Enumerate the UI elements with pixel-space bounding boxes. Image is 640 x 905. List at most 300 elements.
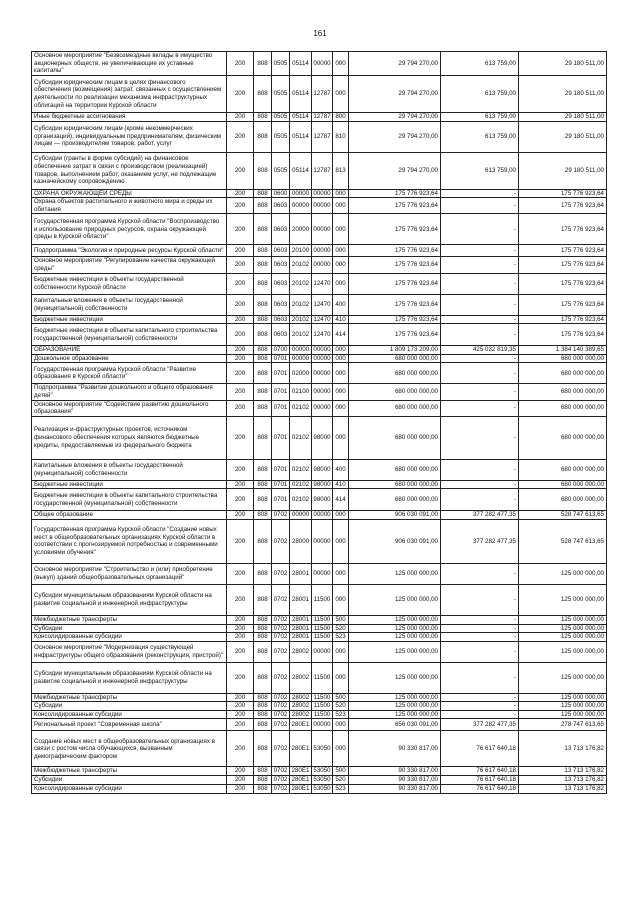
row-value-cell: 12787 (313, 113, 331, 120)
row-value-cell: 280E1 (290, 731, 312, 767)
table-row (32, 459, 607, 480)
row-value-cell: 000 (333, 363, 349, 384)
table-row (32, 633, 607, 642)
row-value-cell: 0603 (272, 315, 290, 324)
row-value-cell: - (441, 416, 519, 459)
row-value-cell: 0505 (272, 113, 290, 122)
row-value-cell: 29 794 270,00 (349, 152, 441, 189)
row-value-cell: 808 (254, 662, 272, 693)
row-value-cell: - (441, 641, 519, 662)
row-value-cell: 808 (254, 641, 272, 662)
row-value-cell: 0702 (272, 767, 290, 776)
row-value-cell: 410 (333, 315, 349, 324)
row-value-cell: 000 (333, 384, 349, 400)
row-value-cell: 12787 (312, 121, 333, 152)
row-value-cell: 680 000 000,00 (349, 363, 441, 384)
row-value-cell: 0701 (272, 363, 290, 384)
row-value-cell: 00000 (313, 346, 331, 354)
row-value-cell: 53050 (313, 767, 331, 775)
row-value-cell: 11500 (312, 615, 333, 624)
table-row (32, 710, 607, 719)
row-value-cell: 0701 (272, 489, 290, 511)
row-value-cell: 000 (333, 731, 349, 767)
table-row (32, 719, 607, 731)
row-value-cell: 000 (333, 214, 349, 245)
row-value-cell: 28001 (290, 624, 312, 633)
row-value-cell: 0603 (272, 294, 290, 315)
row-value-cell: 20102 (290, 294, 312, 315)
row-value-cell: 125 000 000,00 (349, 633, 441, 642)
row-value-cell: 000 (333, 641, 349, 662)
row-value-cell: 200 (227, 315, 254, 324)
row-value-cell: 000 (333, 273, 349, 294)
row-name-cell: Государственная программа Курской области "Воспроизводство и использование природных ресурсов, охрана окружающей среды в Курской области" (32, 214, 227, 245)
row-value-cell: 0701 (272, 459, 290, 480)
row-value-cell: 02102 (290, 459, 312, 480)
row-value-cell: 28001 (290, 615, 312, 624)
row-value-cell: 00000 (312, 400, 333, 416)
row-value-cell: 05114 (290, 121, 312, 152)
row-value-cell: 200 (227, 784, 254, 793)
row-value-cell: 00000 (312, 641, 333, 662)
row-value-cell: 98000 (312, 416, 333, 459)
row-value-cell: 520 (333, 624, 349, 633)
row-value-cell: 680 000 000,00 (519, 489, 607, 511)
row-value-cell: 0701 (272, 400, 290, 416)
row-value-cell: 200 (227, 400, 254, 416)
row-value-cell: 11500 (312, 633, 333, 642)
row-name-cell: Основное мероприятие "Модернизация существующей инфраструктуры общего образования (реконструкция, пристрой)" (32, 641, 227, 662)
row-value-cell: 808 (254, 731, 272, 767)
row-value-cell: 0702 (272, 693, 290, 702)
row-name-cell: Охрана объектов растительного и животного мира и среды их обитания (32, 198, 227, 214)
row-value-cell: 175 776 923,64 (519, 214, 607, 245)
row-name-cell: Иные бюджетные ассигнования (32, 113, 227, 122)
row-value-cell: - (441, 710, 519, 719)
table-row (32, 384, 607, 400)
row-value-cell: 200 (227, 710, 254, 719)
row-value-cell: 0702 (272, 719, 290, 731)
row-value-cell: 000 (333, 354, 349, 363)
row-value-cell: 05114 (290, 152, 312, 189)
row-value-cell: - (441, 584, 519, 615)
row-value-cell: 0702 (272, 641, 290, 662)
row-value-cell: 000 (333, 584, 349, 615)
row-value-cell: 98000 (312, 489, 333, 511)
row-value-cell: 0700 (272, 346, 290, 355)
row-value-cell: 175 776 923,64 (519, 315, 607, 324)
table-row (32, 416, 607, 459)
row-value-cell: 28001 (290, 633, 312, 642)
row-value-cell: 0603 (272, 257, 290, 273)
table-row (32, 731, 607, 767)
row-value-cell: 400 (333, 294, 349, 315)
row-value-cell: 200 (227, 354, 254, 363)
row-name-cell: Субсидии (32, 702, 227, 711)
row-name-cell: Бюджетные инвестиции в объекты капитального строительства государственной (муниципальной) собственности (32, 324, 227, 346)
row-value-cell: 808 (254, 245, 272, 257)
row-name-cell: Капитальные вложения в объекты государственной (муниципальной) собственности (32, 459, 227, 480)
row-value-cell: 200 (227, 52, 254, 76)
row-value-cell: 808 (254, 416, 272, 459)
row-value-cell: 0701 (272, 480, 290, 489)
row-value-cell: 520 (333, 776, 349, 785)
row-value-cell: - (441, 384, 519, 400)
row-value-cell: 175 776 923,64 (349, 189, 441, 198)
row-value-cell: 11500 (312, 624, 333, 633)
row-value-cell: 02100 (290, 384, 312, 400)
row-value-cell: 0702 (272, 584, 290, 615)
row-value-cell: 125 000 000,00 (519, 693, 607, 702)
row-value-cell: 808 (254, 214, 272, 245)
row-value-cell: 0603 (272, 198, 290, 214)
row-value-cell: 200 (227, 324, 254, 346)
row-value-cell: 523 (333, 710, 349, 719)
row-value-cell: 00000 (290, 511, 312, 520)
row-value-cell: - (441, 354, 519, 363)
row-value-cell: 200 (227, 731, 254, 767)
row-value-cell: 808 (254, 584, 272, 615)
row-value-cell: 200 (227, 346, 254, 355)
row-value-cell: 377 282 477,35 (441, 719, 519, 731)
row-value-cell: 200 (227, 633, 254, 642)
row-value-cell: 000 (333, 346, 349, 355)
row-value-cell: 200 (227, 584, 254, 615)
row-value-cell: 0702 (272, 731, 290, 767)
row-name-cell: Бюджетные инвестиции (32, 480, 227, 489)
row-value-cell: 808 (254, 354, 272, 363)
row-value-cell: 175 776 923,64 (349, 315, 441, 324)
table-row (32, 489, 607, 511)
row-value-cell: 808 (254, 315, 272, 324)
row-value-cell: 808 (254, 511, 272, 520)
row-value-cell: 680 000 000,00 (349, 459, 441, 480)
row-value-cell: 000 (333, 189, 349, 198)
row-name-cell: Межбюджетные трансферты (32, 693, 227, 702)
row-value-cell: 00000 (312, 719, 333, 731)
row-value-cell: 808 (254, 519, 272, 563)
row-value-cell: 28001 (290, 563, 312, 584)
row-value-cell: 175 776 923,64 (519, 189, 607, 198)
row-value-cell: 200 (227, 363, 254, 384)
row-value-cell: 810 (333, 121, 349, 152)
row-value-cell: 98000 (313, 480, 331, 488)
row-name-cell: Бюджетные инвестиции в объекты государственной собственности Курской области (32, 273, 227, 294)
row-value-cell: 808 (254, 776, 272, 785)
row-value-cell: 680 000 000,00 (349, 384, 441, 400)
row-value-cell: 808 (254, 784, 272, 793)
table-row (32, 52, 607, 76)
table-row (32, 257, 607, 273)
row-value-cell: 0702 (272, 702, 290, 711)
table-row (32, 767, 607, 776)
row-value-cell: 808 (254, 384, 272, 400)
row-value-cell: 808 (254, 189, 272, 198)
row-value-cell: 523 (333, 784, 349, 793)
row-value-cell: 200 (227, 384, 254, 400)
row-value-cell: - (441, 214, 519, 245)
row-value-cell: 00000 (313, 354, 331, 362)
row-name-cell: Государственная программа Курской области "Создание новых мест в общеобразовательных организациях Курской области в соответствии с прогнозируемой потребностью и современными условиями обучения" (32, 519, 227, 563)
row-value-cell: 0505 (272, 52, 290, 76)
row-value-cell: 280E1 (290, 767, 312, 776)
row-value-cell: 00000 (290, 189, 312, 198)
row-value-cell: 1 384 140 389,65 (519, 346, 607, 355)
row-value-cell: 520 (333, 702, 349, 711)
row-name-cell: Реализация и-фраструктурных проектов, источником финансового обеспечения которых являются бюджетные кредиты, предоставляемые из федерального бюджета (32, 416, 227, 459)
row-value-cell: 02102 (290, 400, 312, 416)
row-value-cell: 613 759,00 (441, 52, 519, 76)
row-value-cell: 414 (333, 489, 349, 511)
row-value-cell: 000 (333, 563, 349, 584)
row-value-cell: 0600 (272, 189, 290, 198)
row-value-cell: 680 000 000,00 (349, 354, 441, 363)
row-name-cell: Капитальные вложения в объекты государственной (муниципальной) собственности (32, 294, 227, 315)
row-value-cell: 813 (333, 152, 349, 189)
row-value-cell: 808 (254, 719, 272, 731)
table-row (32, 198, 607, 214)
row-value-cell: - (441, 633, 519, 642)
row-value-cell: 0702 (272, 784, 290, 793)
row-value-cell: 808 (254, 489, 272, 511)
row-value-cell: - (441, 294, 519, 315)
table-row (32, 784, 607, 793)
row-value-cell: 000 (333, 519, 349, 563)
row-value-cell: - (441, 563, 519, 584)
table-row (32, 76, 607, 113)
row-value-cell: 12787 (312, 76, 333, 113)
row-value-cell: 13 713 176,82 (519, 784, 607, 793)
row-value-cell: 808 (254, 152, 272, 189)
row-value-cell: 90 330 817,00 (349, 767, 441, 776)
row-value-cell: 0702 (272, 710, 290, 719)
row-value-cell: 414 (333, 324, 349, 346)
row-name-cell: Консолидированные субсидии (32, 710, 227, 719)
row-value-cell: - (441, 480, 519, 489)
row-value-cell: 808 (254, 294, 272, 315)
row-value-cell: 200 (227, 480, 254, 489)
row-value-cell: 200 (227, 245, 254, 257)
row-value-cell: 808 (254, 624, 272, 633)
row-value-cell: 000 (333, 416, 349, 459)
row-value-cell: 280E1 (290, 719, 312, 731)
row-value-cell: 000 (333, 245, 349, 257)
row-value-cell: 125 000 000,00 (349, 641, 441, 662)
table-row (32, 273, 607, 294)
row-value-cell: 29 794 270,00 (349, 113, 441, 122)
row-value-cell: 523 (333, 633, 349, 642)
row-value-cell: 377 282 477,35 (441, 511, 519, 520)
row-value-cell: 808 (254, 767, 272, 776)
row-name-cell: Региональный проект "Современная школа" (32, 719, 227, 731)
row-value-cell: 200 (227, 776, 254, 785)
row-value-cell: 800 (333, 113, 349, 122)
row-value-cell: 808 (254, 693, 272, 702)
row-value-cell: 00000 (312, 563, 333, 584)
row-value-cell: - (441, 363, 519, 384)
row-value-cell: - (441, 702, 519, 711)
row-value-cell: 05114 (290, 76, 312, 113)
row-value-cell: 12470 (312, 273, 333, 294)
row-value-cell: 200 (227, 662, 254, 693)
row-value-cell: - (441, 257, 519, 273)
row-value-cell: 808 (254, 563, 272, 584)
row-value-cell: - (441, 324, 519, 346)
budget-table (31, 51, 607, 794)
table-row (32, 189, 607, 198)
row-value-cell: 000 (333, 400, 349, 416)
row-value-cell: 29 794 270,00 (349, 76, 441, 113)
row-value-cell: 20102 (290, 324, 312, 346)
row-value-cell: 680 000 000,00 (519, 480, 607, 489)
row-value-cell: 200 (227, 702, 254, 711)
row-value-cell: 12470 (312, 294, 333, 315)
row-name-cell: Дошкольное образование (32, 354, 227, 363)
row-value-cell: 00000 (312, 384, 333, 400)
row-value-cell: 90 330 817,00 (349, 776, 441, 785)
row-value-cell: 410 (333, 480, 349, 489)
row-name-cell: Основное мероприятие "Строительство и (или) приобретение (выкуп) зданий общеобразовательных организаций" (32, 563, 227, 584)
row-value-cell: 12470 (312, 324, 333, 346)
row-value-cell: 125 000 000,00 (519, 563, 607, 584)
row-value-cell: - (441, 400, 519, 416)
row-value-cell: 125 000 000,00 (519, 624, 607, 633)
row-value-cell: 680 000 000,00 (519, 384, 607, 400)
table-row (32, 152, 607, 189)
row-value-cell: 808 (254, 76, 272, 113)
row-value-cell: 0702 (272, 511, 290, 520)
row-name-cell: Субсидии юридическим лицам в целях финансового обеспечения (возмещения) затрат, связанных с осуществлением деятельности по реализации механизма инфраструктурных облигаций на территории Курской области (32, 76, 227, 113)
row-value-cell: 90 330 817,00 (349, 731, 441, 767)
row-value-cell: 76 617 640,18 (441, 776, 519, 785)
table-row (32, 584, 607, 615)
row-value-cell: 808 (254, 273, 272, 294)
row-value-cell: 28002 (290, 710, 312, 719)
row-value-cell: 76 617 640,18 (441, 767, 519, 776)
row-value-cell: 613 759,00 (441, 152, 519, 189)
row-value-cell: 29 180 511,00 (519, 76, 607, 113)
row-value-cell: 175 776 923,64 (519, 257, 607, 273)
row-value-cell: 05114 (290, 52, 312, 76)
row-name-cell: Субсидии (32, 776, 227, 785)
page-number: 161 (313, 29, 327, 38)
row-value-cell: 175 776 923,64 (519, 294, 607, 315)
row-value-cell: 00000 (312, 52, 333, 76)
row-value-cell: 28002 (290, 693, 312, 702)
table-row (32, 363, 607, 384)
row-value-cell: 000 (333, 257, 349, 273)
row-value-cell: 278 747 613,65 (519, 719, 607, 731)
row-value-cell: 808 (254, 113, 272, 122)
row-value-cell: 20102 (290, 273, 312, 294)
row-value-cell: 400 (333, 459, 349, 480)
row-value-cell: 175 776 923,64 (519, 245, 607, 257)
row-value-cell: 90 330 817,00 (349, 784, 441, 793)
row-name-cell: Субсидии муниципальным образованиям Курской области на развитие социальной и инженерной инфраструктуры (32, 584, 227, 615)
row-value-cell: 200 (227, 719, 254, 731)
row-value-cell: 200 (227, 693, 254, 702)
table-row (32, 214, 607, 245)
row-value-cell: 0603 (272, 214, 290, 245)
row-value-cell: 200 (227, 273, 254, 294)
table-row (32, 563, 607, 584)
row-value-cell: 808 (254, 400, 272, 416)
row-value-cell: 808 (254, 615, 272, 624)
row-value-cell: 125 000 000,00 (519, 615, 607, 624)
row-value-cell: - (441, 693, 519, 702)
row-value-cell: 808 (254, 710, 272, 719)
table-row (32, 400, 607, 416)
row-value-cell: 0603 (272, 245, 290, 257)
row-name-cell: Государственная программа Курской области "Развитие образования в Курской области" (32, 363, 227, 384)
row-value-cell: 125 000 000,00 (349, 615, 441, 624)
row-value-cell: 613 759,00 (441, 121, 519, 152)
row-value-cell: 02102 (290, 480, 312, 489)
row-value-cell: 680 000 000,00 (519, 400, 607, 416)
row-value-cell: 680 000 000,00 (519, 459, 607, 480)
row-value-cell: 680 000 000,00 (349, 400, 441, 416)
row-value-cell: 12470 (313, 315, 331, 323)
row-value-cell: 53050 (313, 784, 331, 792)
row-value-cell: 200 (227, 563, 254, 584)
row-value-cell: 500 (333, 615, 349, 624)
row-value-cell: 1 809 173 209,00 (349, 346, 441, 355)
row-value-cell: 175 776 923,64 (519, 273, 607, 294)
row-value-cell: 0701 (272, 354, 290, 363)
row-value-cell: 808 (254, 633, 272, 642)
row-value-cell: 200 (227, 294, 254, 315)
row-value-cell: 200 (227, 416, 254, 459)
row-value-cell: 500 (333, 767, 349, 776)
row-name-cell: Межбюджетные трансферты (32, 615, 227, 624)
row-value-cell: 175 776 923,64 (349, 294, 441, 315)
row-value-cell: 000 (333, 52, 349, 76)
row-value-cell: 125 000 000,00 (349, 710, 441, 719)
row-name-cell: Субсидии юридическим лицам (кроме некоммерческих организаций), индивидуальным предпринимателям, физическим лицам — производителям товаров, работ, услуг (32, 121, 227, 152)
row-value-cell: 175 776 923,64 (349, 273, 441, 294)
row-value-cell: - (441, 459, 519, 480)
row-value-cell: 125 000 000,00 (519, 662, 607, 693)
row-value-cell: 808 (254, 198, 272, 214)
row-value-cell: 808 (254, 324, 272, 346)
row-value-cell: - (441, 198, 519, 214)
row-value-cell: 125 000 000,00 (519, 633, 607, 642)
row-value-cell: 175 776 923,64 (519, 198, 607, 214)
row-value-cell: 0702 (272, 519, 290, 563)
row-value-cell: 680 000 000,00 (519, 363, 607, 384)
row-value-cell: 200 (227, 489, 254, 511)
row-value-cell: 000 (333, 198, 349, 214)
row-value-cell: 00000 (312, 257, 333, 273)
row-value-cell: 00000 (313, 189, 331, 197)
row-name-cell: Бюджетные инвестиции (32, 315, 227, 324)
row-value-cell: 12787 (312, 152, 333, 189)
row-name-cell: Подпрограмма "Развитие дошкольного и общего образования детей" (32, 384, 227, 400)
row-value-cell: 00000 (312, 198, 333, 214)
row-value-cell: 280E1 (290, 784, 312, 793)
row-name-cell: Основное мероприятие "Безвозмездные вклады в имущество акционерных обществ, не увеличивающие их уставные капиталы" (32, 52, 227, 76)
row-value-cell: 11500 (312, 710, 333, 719)
table-row (32, 776, 607, 785)
row-value-cell: 200 (227, 214, 254, 245)
row-value-cell: - (441, 662, 519, 693)
table-row (32, 294, 607, 315)
row-value-cell: 200 (227, 641, 254, 662)
row-value-cell: 125 000 000,00 (349, 702, 441, 711)
row-name-cell: Консолидированные субсидии (32, 784, 227, 793)
row-value-cell: 29 794 270,00 (349, 52, 441, 76)
row-value-cell: 05114 (290, 113, 312, 122)
